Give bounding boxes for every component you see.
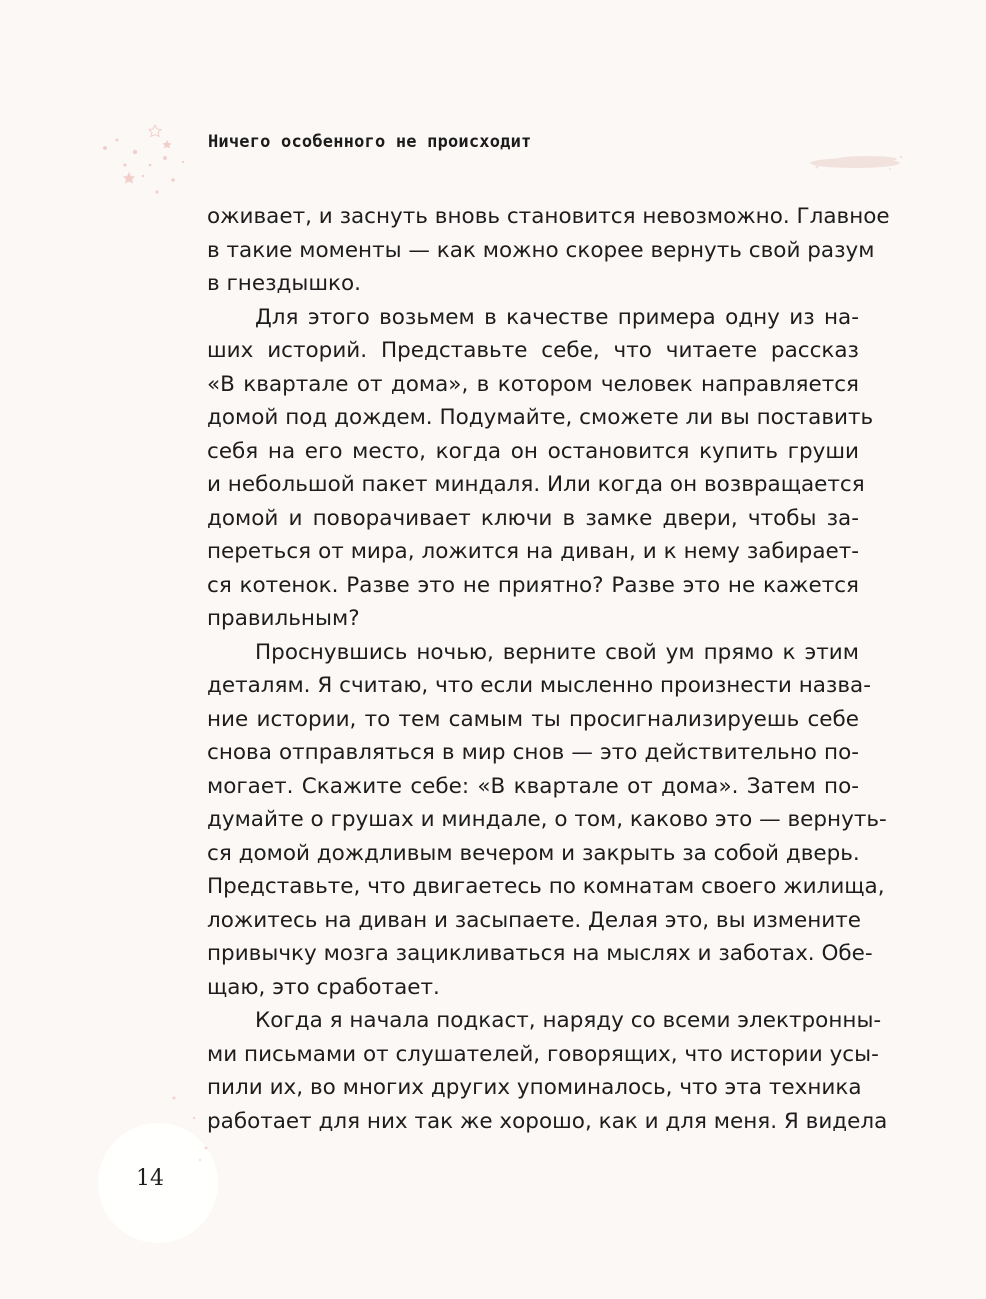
text-line: щаю, это сработает. — [207, 974, 440, 1000]
text-line: в гнездышко. — [207, 271, 362, 296]
text-line: ся домой дождливым вечером и закрыть за собой дверь. — [207, 840, 860, 866]
text-line: и небольшой пакет миндаля. Или когда он возвращается — [207, 472, 865, 497]
text-line: могает. Скажите себе: «В квартале от дома». Затем по- — [207, 773, 859, 799]
text-line: Для этого возьмем в качестве примера одну из на- — [255, 304, 859, 330]
text-line: работает для них так же хорошо, как и для меня. Я видела — [207, 1108, 888, 1134]
text-line: в такие моменты — как можно скорее вернуть свой разум — [207, 237, 875, 263]
text-line: снова отправляться в мир снов — это действительно по- — [207, 740, 859, 765]
text-line: себя на его место, когда он остановится купить груши — [207, 438, 859, 464]
text-line: ся котенок. Разве это не приятно? Разве это не кажется — [207, 572, 859, 598]
text-line: оживает, и заснуть вновь становится невозможно. Главное — [207, 204, 890, 229]
text-line: правильным? — [207, 606, 360, 631]
text-line: ложитесь на диван и засыпаете. Делая это, вы измените — [207, 907, 862, 933]
text-line: ших историй. Представьте себе, что читаете рассказ — [207, 338, 859, 363]
text-line: привычку мозга зацикливаться на мыслях и заботах. Обе- — [207, 941, 873, 966]
text-line: пили их, во многих других упоминалось, что эта техника — [207, 1075, 862, 1100]
text-line: «В квартале от дома», в котором человек направляется — [207, 371, 859, 397]
text-line: Представьте, что двигаетесь по комнатам своего жилища, — [207, 874, 885, 899]
brush-stroke-decoration — [805, 145, 915, 185]
text-line: домой под дождем. Подумайте, сможете ли вы поставить — [207, 405, 874, 430]
text-line: домой и поворачивает ключи в замке двери, чтобы за- — [207, 505, 859, 531]
star-sprinkle-decoration — [95, 110, 225, 210]
body-text — [207, 200, 890, 1138]
text-line: деталям. Я считаю, что если мысленно произнести назва- — [207, 673, 871, 698]
running-head: Ничего особенного не происходит — [208, 132, 532, 152]
text-line: переться от мира, ложится на диван, и к нему забирает- — [207, 539, 859, 564]
text-line: ние истории, то тем самым ты просигнализируешь себе — [207, 706, 859, 732]
text-line: Проснувшись ночью, верните свой ум прямо к этим — [255, 639, 859, 665]
text-line: ми письмами от слушателей, говорящих, что истории усы- — [207, 1041, 879, 1067]
page-number: 14 — [136, 1166, 164, 1191]
text-line: Когда я начала подкаст, наряду со всеми электронны- — [255, 1008, 882, 1033]
text-line: думайте о грушах и миндале, о том, каково это — вернуть- — [207, 807, 887, 832]
